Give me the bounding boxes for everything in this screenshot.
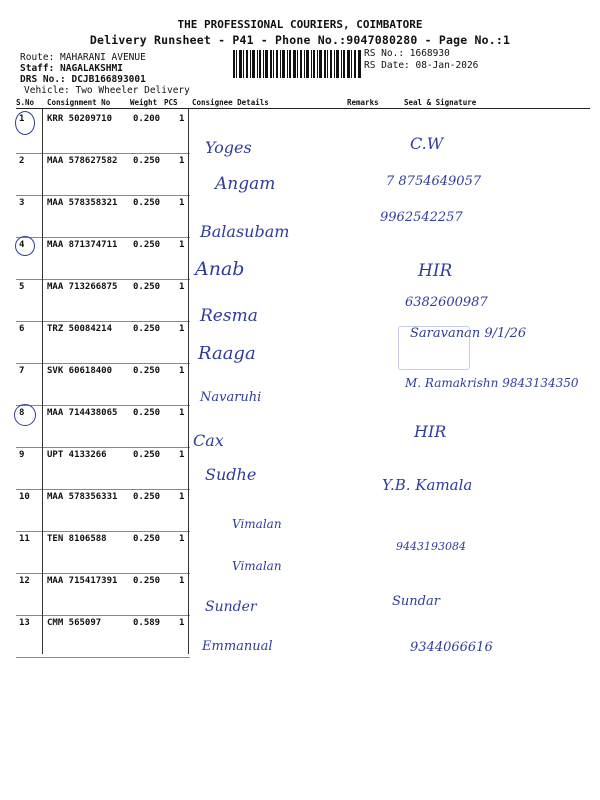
row-consignment-no: MAA 578627582 <box>47 156 118 166</box>
col-seal: Seal & Signature <box>404 98 477 107</box>
row-consignee-name: Sunder <box>205 599 257 615</box>
column-rule <box>188 108 189 654</box>
row-consignee-name: Balasubam <box>200 222 290 241</box>
row-signature: Sundar <box>392 594 440 609</box>
row-pcs: 1 <box>179 618 185 628</box>
row-consignee-name: Angam <box>215 174 276 194</box>
row-consignment-no: MAA 871374711 <box>47 240 118 250</box>
row-weight: 0.250 <box>133 534 161 544</box>
col-consignment: Consignment No <box>47 98 111 107</box>
row-weight: 0.200 <box>133 114 161 124</box>
row-pcs: 1 <box>179 198 185 208</box>
row-consignee-name: Raaga <box>198 343 256 364</box>
rs-number: RS No.: 1668930 <box>364 48 450 59</box>
circle-mark-1 <box>15 111 35 135</box>
circle-mark-4 <box>15 236 35 256</box>
row-consignee-name: Yoges <box>205 138 252 157</box>
row-sno: 2 <box>19 156 25 166</box>
row-pcs: 1 <box>179 114 185 124</box>
vehicle-label: Vehicle: Two Wheeler Delivery <box>24 85 190 96</box>
col-sno: S.No <box>16 98 35 107</box>
row-weight: 0.250 <box>133 156 161 166</box>
row-signature: 7 8754649057 <box>386 174 482 189</box>
row-consignment-no: MAA 578358321 <box>47 198 118 208</box>
row-signature: Y.B. Kamala <box>382 476 473 494</box>
row-weight: 0.250 <box>133 198 161 208</box>
row-sno: 5 <box>19 282 25 292</box>
row-sno: 11 <box>19 534 30 544</box>
row-signature: C.W <box>410 134 444 153</box>
row-consignment-no: TRZ 50084214 <box>47 324 113 334</box>
row-consignee-name: Sudhe <box>205 465 257 484</box>
row-weight: 0.250 <box>133 576 161 586</box>
row-pcs: 1 <box>179 492 185 502</box>
row-consignment-no: MAA 578356331 <box>47 492 118 502</box>
row-weight: 0.250 <box>133 450 161 460</box>
row-sno: 8 <box>19 408 25 418</box>
row-weight: 0.589 <box>133 618 161 628</box>
row-weight: 0.250 <box>133 366 161 376</box>
route-label: Route: MAHARANI AVENUE <box>20 52 146 63</box>
row-consignee-name: Resma <box>200 306 258 326</box>
drs-label: DRS No.: DCJB166893001 <box>20 74 146 85</box>
row-signature: 6382600987 <box>405 295 488 310</box>
row-consignee-name: Vimalan <box>232 559 282 573</box>
row-pcs: 1 <box>179 534 185 544</box>
row-pcs: 1 <box>179 156 185 166</box>
row-sno: 1 <box>19 114 25 124</box>
row-signature: 9962542257 <box>380 210 463 225</box>
row-sno: 6 <box>19 324 25 334</box>
row-sno: 9 <box>19 450 25 460</box>
row-signature: Saravanan 9/1/26 <box>410 326 527 341</box>
row-weight: 0.250 <box>133 408 161 418</box>
row-divider <box>16 657 190 658</box>
row-consignment-no: CMM 565097 <box>47 618 102 628</box>
row-signature: HIR <box>418 261 453 281</box>
barcode-icon <box>233 50 361 78</box>
row-sno: 10 <box>19 492 30 502</box>
row-pcs: 1 <box>179 324 185 334</box>
row-weight: 0.250 <box>133 324 161 334</box>
company-title: THE PROFESSIONAL COURIERS, COIMBATORE <box>177 18 423 31</box>
row-consignment-no: MAA 713266875 <box>47 282 118 292</box>
runsheet-subtitle: Delivery Runsheet - P41 - Phone No.:9047080280 - Page No.:1 <box>89 33 511 47</box>
row-consignee-name: Cax <box>193 431 224 450</box>
row-weight: 0.250 <box>133 282 161 292</box>
col-weight: Weight <box>130 98 158 107</box>
row-consignee-name: Vimalan <box>232 517 282 531</box>
row-pcs: 1 <box>179 282 185 292</box>
row-consignment-no: UPT 4133266 <box>47 450 107 460</box>
row-signature: 9344066616 <box>410 640 493 655</box>
row-sno: 12 <box>19 576 30 586</box>
row-pcs: 1 <box>179 240 185 250</box>
row-pcs: 1 <box>179 450 185 460</box>
row-sno: 3 <box>19 198 25 208</box>
row-consignment-no: KRR 50209710 <box>47 114 113 124</box>
row-consignment-no: MAA 715417391 <box>47 576 118 586</box>
row-consignee-name: Anab <box>195 258 245 280</box>
row-sno: 13 <box>19 618 30 628</box>
column-rule <box>42 108 43 654</box>
row-weight: 0.250 <box>133 492 161 502</box>
staff-label: Staff: NAGALAKSHMI <box>20 63 123 74</box>
row-consignee-name: Emmanual <box>202 639 273 654</box>
rs-date: RS Date: 08-Jan-2026 <box>364 60 479 71</box>
circle-mark-8 <box>14 404 36 426</box>
row-consignment-no: SVK 60618400 <box>47 366 113 376</box>
row-consignment-no: MAA 714438065 <box>47 408 118 418</box>
row-signature: 9443193084 <box>396 540 466 553</box>
row-sno: 7 <box>19 366 25 376</box>
row-pcs: 1 <box>179 576 185 586</box>
col-pcs: PCS <box>164 98 178 107</box>
row-sno: 4 <box>19 240 25 250</box>
header-rule <box>16 108 590 109</box>
row-pcs: 1 <box>179 408 185 418</box>
col-remarks: Remarks <box>347 98 379 107</box>
row-consignment-no: TEN 8106588 <box>47 534 107 544</box>
col-consignee: Consignee Details <box>192 98 269 107</box>
row-signature: HIR <box>414 422 447 441</box>
seal-stamp <box>398 326 470 370</box>
row-signature: M. Ramakrishn 9843134350 <box>405 376 579 390</box>
row-weight: 0.250 <box>133 240 161 250</box>
row-pcs: 1 <box>179 366 185 376</box>
row-consignee-name: Navaruhi <box>200 390 262 405</box>
